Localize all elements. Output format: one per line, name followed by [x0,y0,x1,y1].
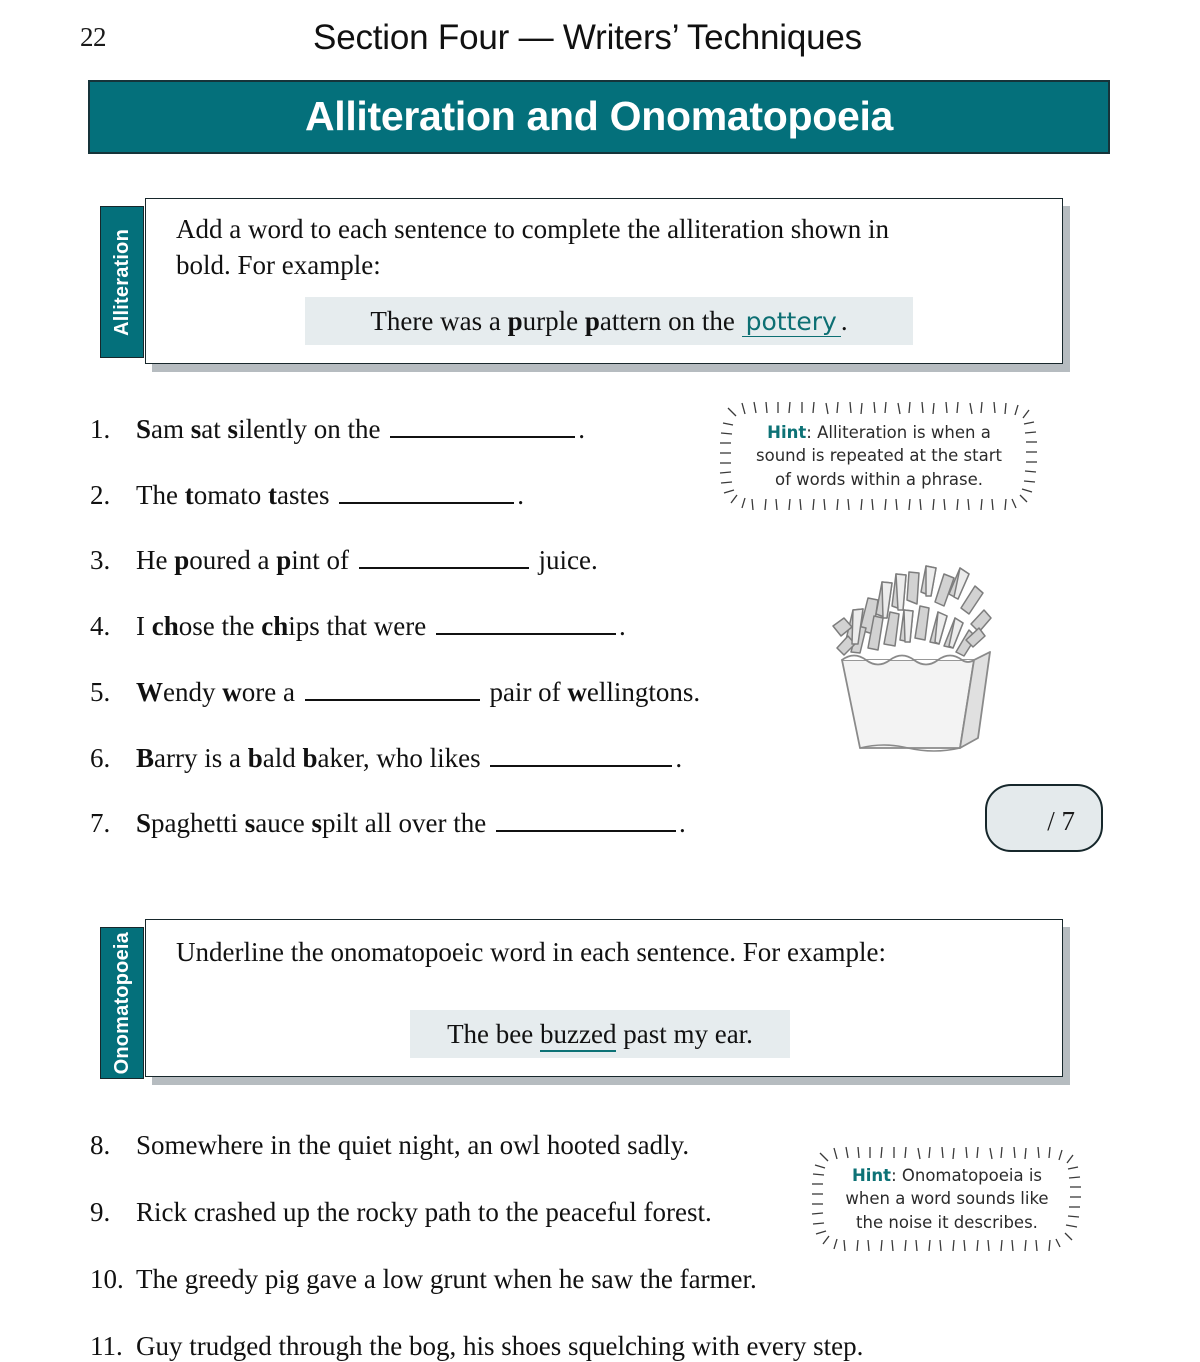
question-row [90,675,700,708]
alliteration-score-box[interactable] [985,784,1103,852]
q-a: am [151,413,191,444]
example-suffix: . [840,305,848,336]
q-c: ilently on the [238,413,388,444]
q-b: ald [262,742,303,773]
q-before: The [136,479,185,510]
example-mid2: attern on the [599,305,742,336]
example-answer-word: pottery [742,307,841,337]
alliteration-instruction-line-2: bold. For example: [176,250,381,280]
question-row [90,741,700,774]
hint-line-3: the noise it describes. [856,1212,1038,1232]
q-bold-2: t [267,479,277,510]
example-bold-p2: p [584,305,600,336]
question-number: 4. [90,611,111,641]
hint-line-1-rest: : Onomatopoeia is [891,1165,1043,1185]
question-text [136,545,598,575]
q-bold-3: s [311,808,322,839]
alliteration-question-list [90,412,700,839]
onomatopoeia-example-strip [410,1010,790,1058]
q-a: ose the [178,611,262,641]
q-bold-2: ch [261,611,289,641]
question-row [90,544,700,577]
question-text[interactable]: Somewhere in the quiet night, an owl hooted sadly. [136,1130,690,1160]
q-bold-1: ch [151,611,179,641]
onomatopoeia-hint-bubble [808,1145,1086,1253]
page-number: 22 [80,22,106,52]
q-bold-2: p [276,545,292,576]
question-number: 7. [90,808,111,839]
question-number: 1. [90,413,111,444]
question-text [136,414,585,444]
alliteration-hint-bubble [716,400,1042,512]
q-b: ore a [241,676,302,707]
chips-carton-illustration [808,552,1008,752]
question-number: 5. [90,676,111,707]
question-row[interactable] [90,1197,863,1228]
q-bold-1: S [136,808,152,839]
alliteration-instruction-line-1: Add a word to each sentence to complete the alliteration shown in [176,214,890,244]
q-bold-1: t [184,479,194,510]
question-row[interactable] [90,1331,863,1362]
question-row[interactable] [90,1130,863,1161]
q-bold-3: b [302,742,318,773]
hint-line-2: when a word sounds like [845,1189,1049,1209]
q-before: I [136,611,152,641]
answer-blank[interactable] [359,544,529,570]
alliteration-example-strip [305,297,913,345]
section-title: Section Four — Writers’ Techniques [313,18,862,57]
q-b: astes [276,479,337,510]
answer-blank[interactable] [305,675,480,701]
q-c: pilt all over the [322,808,493,839]
chips-carton-svg [808,552,1008,752]
answer-blank[interactable] [490,741,672,767]
question-row[interactable] [90,1264,863,1295]
q-after: . [578,413,586,444]
q-b: at [201,413,228,444]
example-prefix: The bee [447,1018,541,1049]
q-bold-1: B [136,742,155,773]
onomatopoeia-side-tab [100,927,144,1079]
question-text [136,677,700,707]
q-after: . [618,611,626,641]
example-bold-p1: p [507,305,523,336]
example-mid1: urple [522,305,585,336]
question-text [136,611,626,641]
onomatopoeia-side-tab-label: Onomatopoeia [110,931,133,1075]
question-number: 3. [90,545,111,576]
question-row [90,807,700,840]
q-tail: ellingtons. [586,676,701,707]
q-after: . [517,479,524,510]
q-before: He [136,545,175,576]
alliteration-side-tab-label: Alliteration [110,228,133,336]
answer-blank[interactable] [496,807,676,833]
q-bold-2: s [190,413,202,444]
question-row [90,609,700,642]
hint-keyword: Hint [767,422,807,442]
question-text[interactable]: Rick crashed up the rocky path to the peaceful forest. [136,1197,712,1227]
hint-line-3: of words within a phrase. [774,469,983,489]
q-b: auce [255,808,312,839]
alliteration-hint-text [716,400,1042,512]
alliteration-score-value: / 7 [1047,805,1075,836]
question-text[interactable]: Guy trudged through the bog, his shoes squelching with every step. [136,1331,864,1361]
q-bold-3: s [227,413,239,444]
hint-line-2: sound is repeated at the start [756,446,1002,466]
q-bold-2: s [244,808,256,839]
q-a: oured a [189,545,277,576]
question-number: 6. [90,742,111,773]
hint-keyword: Hint [851,1165,892,1185]
q-after: . [675,742,683,773]
q-after: . [678,808,686,839]
q-bold-1: S [136,413,152,444]
hint-line-1-rest: : Alliteration is when a [806,422,991,442]
question-text [136,480,524,510]
question-number: 10. [90,1264,124,1294]
question-number: 11. [90,1331,123,1361]
question-number: 8. [90,1130,111,1160]
question-text [136,743,682,773]
question-text[interactable]: The greedy pig gave a low grunt when he saw the farmer. [136,1264,757,1294]
q-bold-1: p [174,545,190,576]
hint-line-1 [767,421,991,444]
q-bold-2: w [222,676,242,707]
q-c: aker, who likes [317,742,488,773]
example-underlined-word: buzzed [540,1019,616,1052]
alliteration-example-text [370,306,847,337]
q-b: ips that were [288,611,433,641]
answer-blank[interactable] [436,609,616,635]
q-after: juice. [531,545,598,576]
q-a: omato [193,479,268,510]
question-number: 9. [90,1197,111,1227]
example-suffix: past my ear. [616,1018,753,1049]
example-prefix: There was a [370,305,508,336]
onomatopoeia-hint-text [808,1145,1086,1253]
q-bold-2: b [247,742,263,773]
question-row [90,412,700,445]
answer-blank[interactable] [339,478,514,504]
answer-blank[interactable] [390,412,575,438]
q-bold-tail: w [567,676,587,707]
question-text [136,808,686,838]
q-b: int of [291,545,356,576]
question-number: 2. [90,479,111,510]
onomatopoeia-example-text [447,1019,753,1050]
q-a: arry is a [154,742,248,773]
topic-banner [88,80,1110,154]
q-after: pair of [482,676,568,707]
alliteration-side-tab [100,206,144,358]
q-a: paghetti [151,808,245,839]
onomatopoeia-question-list [90,1130,863,1362]
q-bold-1: W [136,676,163,707]
onomatopoeia-instruction-line-1: Underline the onomatopoeic word in each sentence. For example: [176,937,887,967]
hint-line-1 [852,1164,1042,1187]
q-a: endy [163,676,223,707]
question-row [90,478,700,511]
topic-banner-title: Alliteration and Onomatopoeia [304,92,894,139]
